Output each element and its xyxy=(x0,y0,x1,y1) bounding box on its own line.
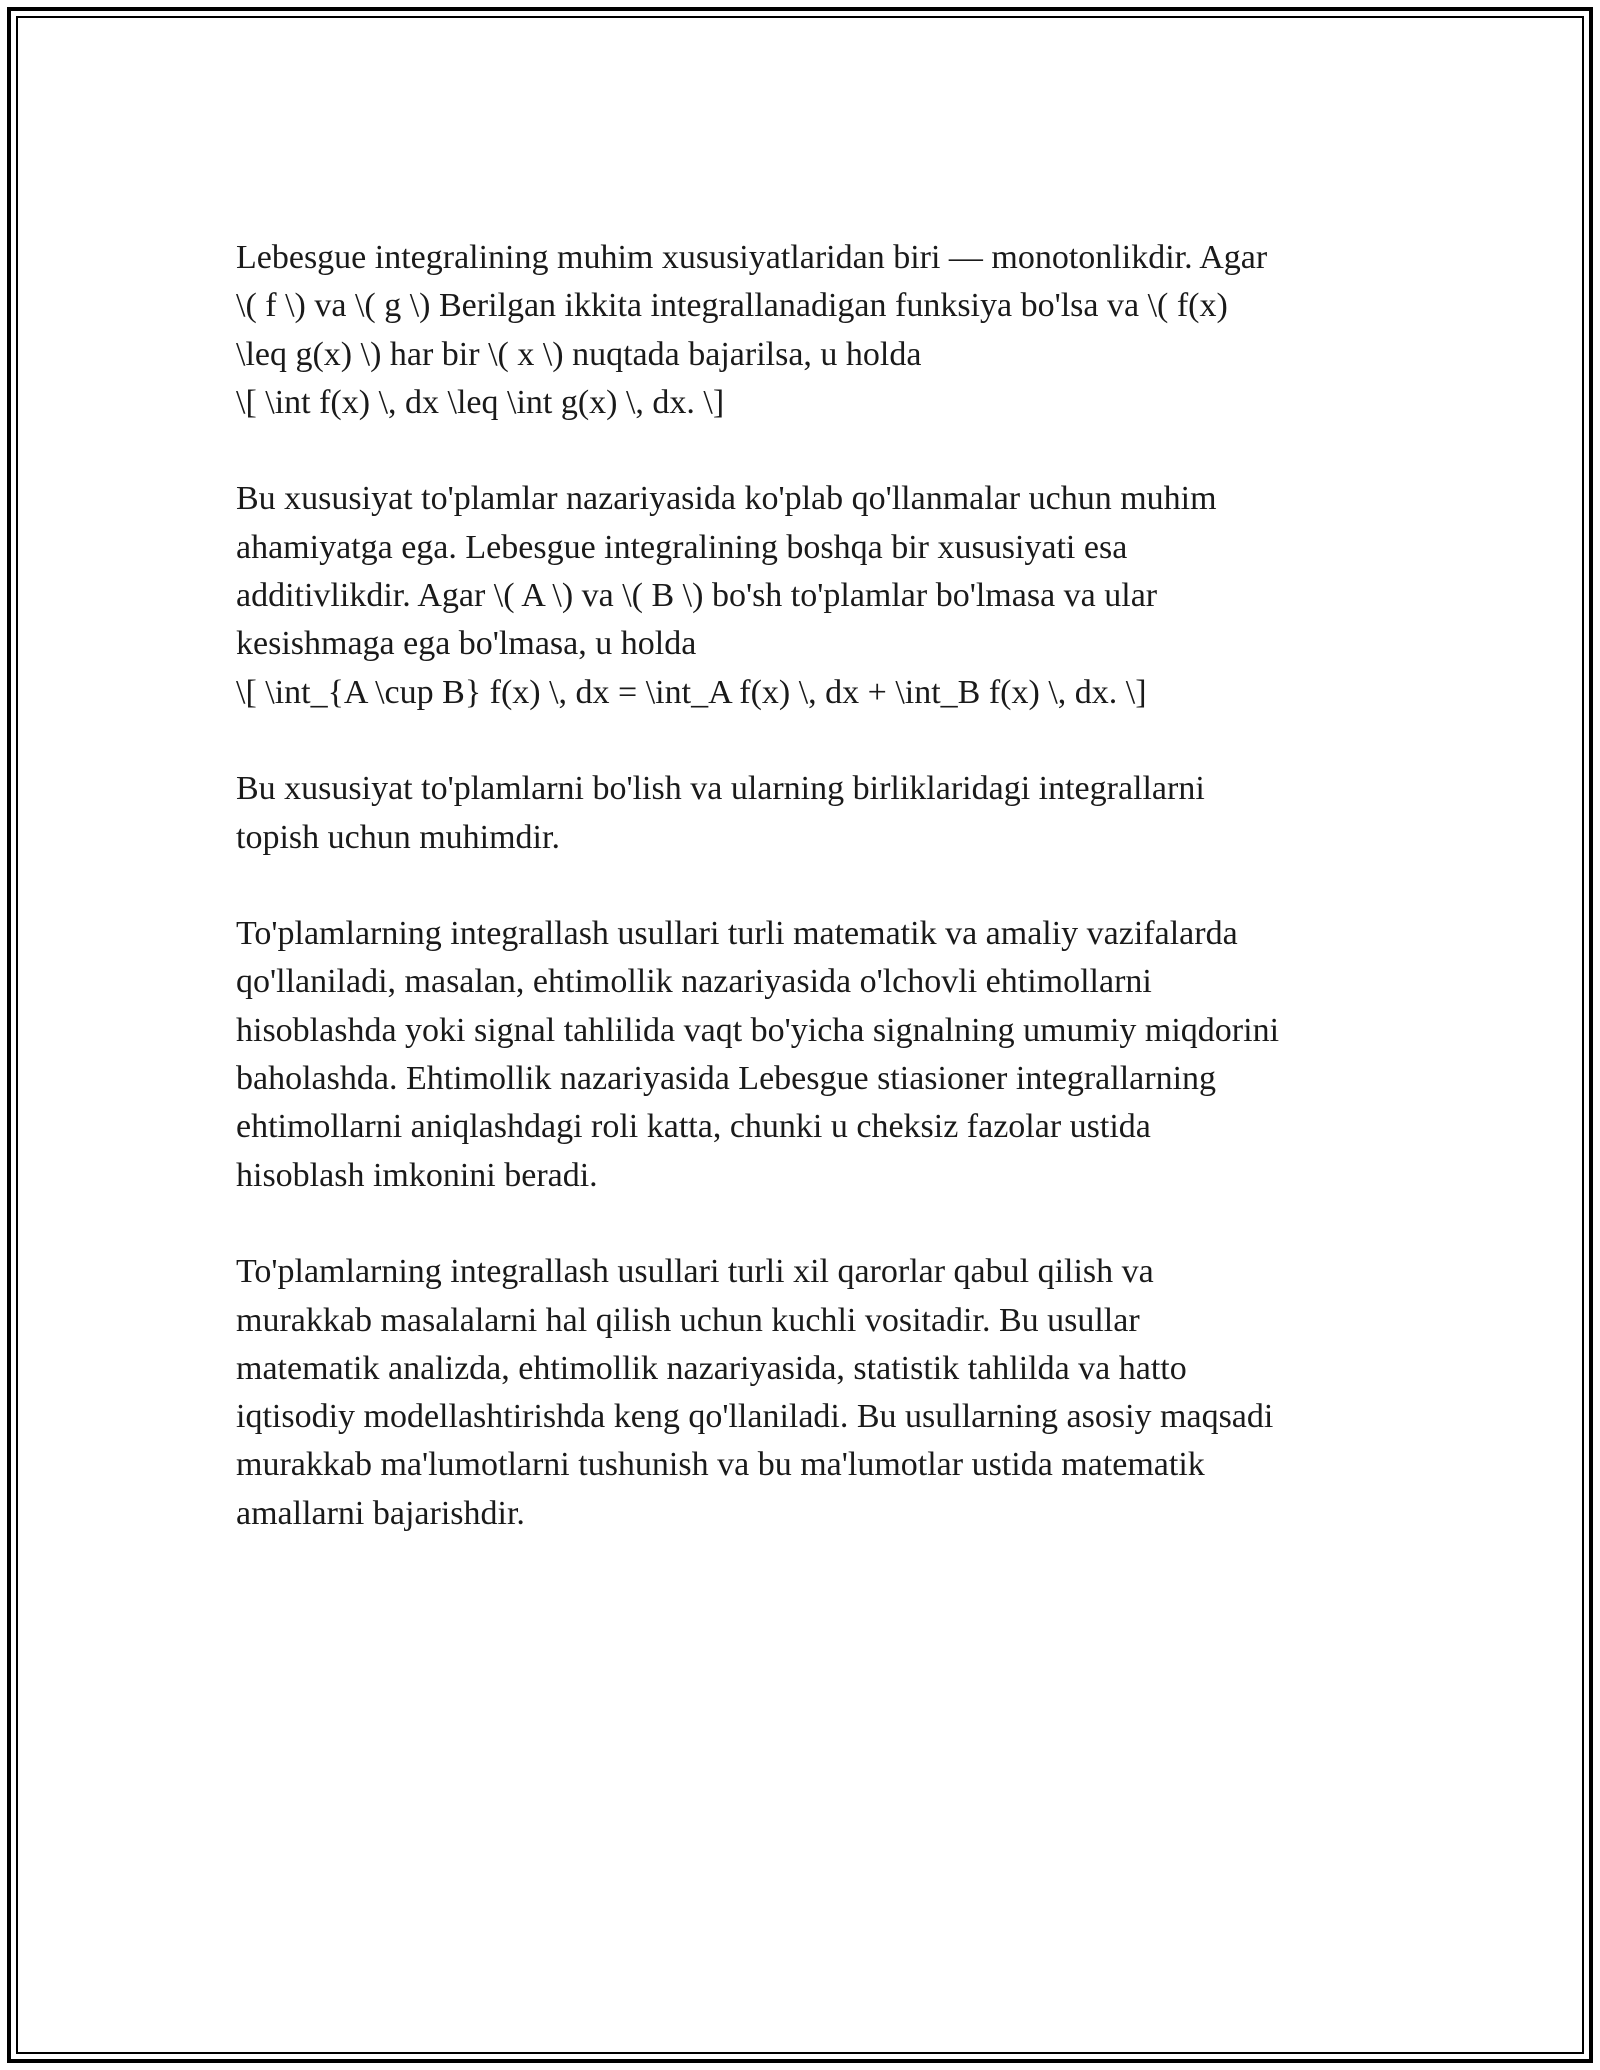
text-line: ahamiyatga ega. Lebesgue integralining boshqa bir xususiyati esa xyxy=(236,528,1128,566)
text-line: ehtimollarni aniqlashdagi roli katta, chunki u cheksiz fazolar ustida xyxy=(236,1108,1151,1146)
text-line: additivlikdir. Agar \( A \) va \( B \) bo'sh to'plamlar bo'lmasa va ular xyxy=(236,577,1158,615)
text-line: murakkab ma'lumotlarni tushunish va bu ma'lumotlar ustida matematik xyxy=(236,1446,1205,1484)
text-line: hisoblashda yoki signal tahlilida vaqt bo'yicha signalning umumiy miqdorini xyxy=(236,1011,1280,1049)
text-line: To'plamlarning integrallash usullari turli matematik va amaliy vazifalarda xyxy=(236,915,1238,953)
formula-line: \[ \int_{A \cup B} f(x) \, dx = \int_A f(x) \, dx + \int_B f(x) \, dx. \] xyxy=(236,673,1147,711)
text-line: amallarni bajarishdir. xyxy=(236,1494,525,1532)
paragraph-conclusion xyxy=(236,1248,1386,1538)
paragraph-additivity xyxy=(236,475,1386,716)
document-body xyxy=(236,234,1386,1538)
text-line: qo'llaniladi, masalan, ehtimollik nazariyasida o'lchovli ehtimollarni xyxy=(236,963,1152,1001)
text-line: matematik analizda, ehtimollik nazariyasida, statistik tahlilda va hatto xyxy=(236,1349,1187,1387)
formula-line: \[ \int f(x) \, dx \leq \int g(x) \, dx. \] xyxy=(236,383,725,421)
text-line: \( f \) va \( g \) Berilgan ikkita integrallanadigan funksiya bo'lsa va \( f(x) xyxy=(236,287,1228,325)
text-line: Lebesgue integralining muhim xususiyatlaridan biri — monotonlikdir. Agar xyxy=(236,239,1268,276)
text-line: kesishmaga ega bo'lmasa, u holda xyxy=(236,625,697,663)
text-line: Bu xususiyat to'plamlarni bo'lish va ularning birliklaridagi integrallarni xyxy=(236,770,1205,808)
paragraph-applications xyxy=(236,910,1386,1200)
text-line: hisoblash imkonini beradi. xyxy=(236,1156,598,1194)
text-line: \leq g(x) \) har bir \( x \) nuqtada bajarilsa, u holda xyxy=(236,335,922,373)
text-line: To'plamlarning integrallash usullari turli xil qarorlar qabul qilish va xyxy=(236,1253,1154,1291)
paragraph-monotonicity xyxy=(236,234,1386,427)
text-line: baholashda. Ehtimollik nazariyasida Lebesgue stiasioner integrallarning xyxy=(236,1060,1217,1098)
text-line: topish uchun muhimdir. xyxy=(236,818,560,856)
paragraph-partition xyxy=(236,765,1386,862)
text-line: Bu xususiyat to'plamlar nazariyasida ko'plab qo'llanmalar uchun muhim xyxy=(236,480,1217,518)
text-line: iqtisodiy modellashtirishda keng qo'llaniladi. Bu usullarning asosiy maqsadi xyxy=(236,1398,1274,1436)
text-line: murakkab masalalarni hal qilish uchun kuchli vositadir. Bu usullar xyxy=(236,1301,1140,1339)
